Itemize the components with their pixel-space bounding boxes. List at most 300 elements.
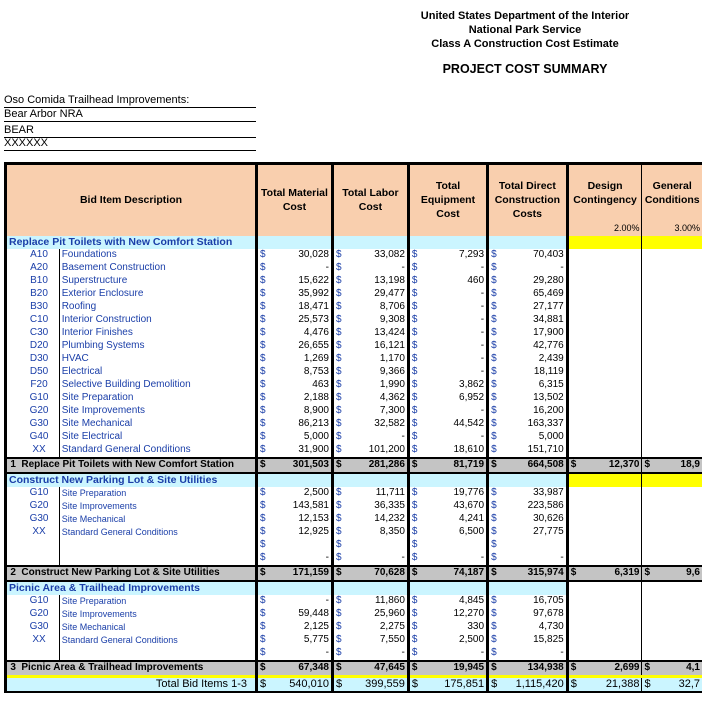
- currency-symbol: $: [491, 249, 497, 260]
- direct-cost: [488, 500, 568, 513]
- material-cost-value: 25,573: [298, 314, 329, 325]
- material-cost-value: 35,992: [298, 288, 329, 299]
- item-code: XX: [32, 444, 46, 455]
- currency-symbol: $: [260, 431, 266, 442]
- equipment-cost: [408, 444, 487, 458]
- direct-cost-value: 2,439: [538, 353, 564, 364]
- equipment-cost-value: 19,776: [453, 487, 485, 498]
- equipment-cost-value: -: [480, 314, 485, 325]
- row-spacer: [6, 249, 20, 262]
- material-cost: [257, 275, 333, 288]
- labor-cost-value: 36,335: [374, 500, 405, 511]
- material-cost-value: 18,471: [298, 301, 329, 312]
- currency-symbol: $: [335, 552, 342, 563]
- labor-cost: [332, 353, 408, 366]
- direct-cost-value: 151,710: [527, 444, 564, 455]
- labor-cost-value: 13,424: [374, 327, 405, 338]
- currency-symbol: $: [491, 608, 497, 619]
- general-cell: [642, 275, 702, 288]
- currency-symbol: $: [260, 526, 266, 537]
- direct-cost: [488, 314, 568, 327]
- material-cost: [257, 500, 333, 513]
- labor-cost: [332, 418, 408, 431]
- labor-cost-value: -: [401, 552, 405, 563]
- subtotal-m-value: 171,159: [292, 567, 329, 578]
- item-code: G10: [29, 595, 49, 606]
- equipment-cost: [408, 314, 487, 327]
- direct-cost: [488, 366, 568, 379]
- general-cell: [642, 526, 702, 539]
- section-filler: [642, 581, 702, 595]
- material-cost: [257, 513, 333, 526]
- subtotal-general: [642, 661, 702, 677]
- table-row: [6, 526, 702, 539]
- currency-symbol: $: [570, 662, 577, 673]
- subtotal-l-value: 70,628: [374, 567, 405, 578]
- direct-cost-value: 6,315: [538, 379, 564, 390]
- table-row: [6, 608, 702, 621]
- labor-cost: [332, 314, 408, 327]
- currency-symbol: $: [335, 327, 342, 338]
- currency-symbol: $: [491, 431, 497, 442]
- subtotal-number: 1: [6, 458, 20, 473]
- labor-cost-value: 4,362: [379, 392, 405, 403]
- equipment-cost: [408, 379, 487, 392]
- row-spacer: [6, 500, 20, 513]
- direct-cost: [488, 301, 568, 314]
- item-description: Basement Construction: [59, 262, 256, 275]
- currency-symbol: $: [260, 418, 266, 429]
- col-general-header: [642, 164, 702, 236]
- item-description: Exterior Enclosure: [59, 288, 256, 301]
- equipment-cost-value: 330: [467, 621, 485, 632]
- currency-symbol: $: [260, 340, 266, 351]
- subtotal-design: [567, 458, 642, 473]
- total-d-value: 1,115,420: [515, 678, 564, 690]
- subtotal-l-value: 281,286: [368, 459, 405, 470]
- equipment-cost: [408, 366, 487, 379]
- currency-symbol: $: [335, 431, 342, 442]
- total-design-value: 21,388: [605, 678, 640, 690]
- section-filler: [257, 581, 333, 595]
- equipment-cost: [408, 526, 487, 539]
- currency-symbol: $: [411, 526, 418, 537]
- currency-symbol: $: [335, 500, 342, 511]
- table-row: [6, 418, 702, 431]
- total-design: [567, 676, 642, 692]
- currency-symbol: $: [411, 567, 418, 578]
- design-cell: [567, 444, 642, 458]
- direct-cost: [488, 647, 568, 661]
- subtotal-design: [567, 661, 642, 677]
- currency-symbol: $: [335, 487, 342, 498]
- section-title: Picnic Area & Trailhead Improvements: [6, 581, 257, 595]
- subtotal-row: [6, 566, 702, 581]
- direct-cost-value: 70,403: [533, 249, 564, 260]
- material-cost-value: 12,153: [298, 513, 329, 524]
- row-spacer: [6, 301, 20, 314]
- currency-symbol: $: [491, 327, 497, 338]
- total-e-value: 175,851: [444, 678, 485, 690]
- material-cost-value: -: [325, 595, 329, 606]
- equipment-cost-value: 3,862: [459, 379, 485, 390]
- labor-cost: [332, 444, 408, 458]
- row-spacer: [6, 487, 20, 500]
- item-description: HVAC: [59, 353, 256, 366]
- material-cost: [257, 539, 333, 552]
- currency-symbol: $: [491, 418, 497, 429]
- currency-symbol: $: [335, 340, 342, 351]
- project-name: Oso Comida Trailhead Improvements:: [4, 94, 256, 108]
- direct-cost: [488, 262, 568, 275]
- currency-symbol: $: [260, 353, 266, 364]
- table-row: [6, 353, 702, 366]
- currency-symbol: $: [491, 621, 497, 632]
- design-cell: [567, 608, 642, 621]
- section-filler: [257, 473, 333, 487]
- subtotal-general-value: 9,6: [686, 567, 700, 578]
- agency-name: United States Department of the Interior: [420, 10, 630, 22]
- design-cell: [567, 366, 642, 379]
- row-spacer: [6, 526, 20, 539]
- item-description: Site Mechanical: [59, 621, 256, 634]
- subtotal-d-value: 134,938: [527, 662, 564, 673]
- currency-symbol: $: [335, 444, 342, 455]
- currency-symbol: $: [260, 459, 266, 470]
- currency-symbol: $: [411, 552, 418, 563]
- currency-symbol: $: [491, 366, 497, 377]
- item-code: B20: [30, 288, 48, 299]
- design-cell: [567, 314, 642, 327]
- subtotal-l: [332, 566, 408, 581]
- total-l-value: 399,559: [365, 678, 405, 690]
- row-spacer: [6, 539, 20, 552]
- col-desc-header: Bid Item Description: [6, 164, 257, 236]
- table-row: [6, 444, 702, 458]
- subtotal-row: [6, 661, 702, 677]
- currency-symbol: $: [260, 647, 266, 658]
- currency-symbol: $: [335, 379, 342, 390]
- general-cell: [642, 301, 702, 314]
- labor-cost: [332, 608, 408, 621]
- table-row: [6, 552, 702, 566]
- design-cell: [567, 405, 642, 418]
- general-cell: [642, 500, 702, 513]
- currency-symbol: $: [411, 314, 418, 325]
- direct-cost: [488, 513, 568, 526]
- direct-cost: [488, 526, 568, 539]
- currency-symbol: $: [260, 405, 266, 416]
- currency-symbol: $: [491, 314, 497, 325]
- equipment-cost: [408, 513, 487, 526]
- direct-cost-value: 16,705: [533, 595, 564, 606]
- item-code: G40: [29, 431, 49, 442]
- currency-symbol: $: [411, 621, 418, 632]
- header-row: [6, 164, 702, 236]
- labor-cost-value: 9,366: [379, 366, 405, 377]
- labor-cost: [332, 487, 408, 500]
- currency-symbol: $: [411, 634, 418, 645]
- table-row: [6, 431, 702, 444]
- design-cell: [567, 418, 642, 431]
- material-cost-value: 12,925: [298, 526, 329, 537]
- total-label: Total Bid Items 1-3: [6, 676, 257, 692]
- subtotal-label: Replace Pit Toilets with New Comfort Station: [19, 458, 256, 473]
- direct-cost-value: 34,881: [533, 314, 564, 325]
- equipment-cost: [408, 262, 487, 275]
- equipment-cost-value: -: [480, 288, 485, 299]
- direct-cost-value: -: [560, 647, 564, 658]
- material-cost-value: 31,900: [298, 444, 329, 455]
- direct-cost: [488, 340, 568, 353]
- material-cost-value: 5,775: [303, 634, 329, 645]
- subtotal-general-value: 18,9: [680, 459, 700, 470]
- labor-cost: [332, 262, 408, 275]
- currency-symbol: $: [491, 353, 497, 364]
- table-body: [6, 236, 702, 692]
- currency-symbol: $: [570, 459, 577, 470]
- table-row: [6, 539, 702, 552]
- labor-cost-value: 1,990: [379, 379, 405, 390]
- item-code: A10: [30, 249, 48, 260]
- currency-symbol: $: [411, 353, 418, 364]
- general-cell: [642, 314, 702, 327]
- direct-cost: [488, 405, 568, 418]
- equipment-cost: [408, 405, 487, 418]
- total-general: [642, 676, 702, 692]
- currency-symbol: $: [335, 366, 342, 377]
- design-cell: [567, 595, 642, 608]
- total-l: [332, 676, 408, 692]
- total-m-value: 540,010: [289, 678, 329, 690]
- row-spacer: [6, 444, 20, 458]
- equipment-cost: [408, 634, 487, 647]
- subtotal-general: [642, 566, 702, 581]
- currency-symbol: $: [491, 526, 497, 537]
- currency-symbol: $: [260, 327, 266, 338]
- currency-symbol: $: [260, 621, 266, 632]
- material-cost: [257, 392, 333, 405]
- labor-cost-value: 8,706: [379, 301, 405, 312]
- table-row: [6, 275, 702, 288]
- section-filler: [332, 473, 408, 487]
- material-cost: [257, 608, 333, 621]
- equipment-cost-value: -: [480, 431, 485, 442]
- total-d: [488, 676, 568, 692]
- section-filler: [642, 236, 702, 249]
- material-cost-value: 59,448: [298, 608, 329, 619]
- currency-symbol: $: [491, 662, 497, 673]
- general-cell: [642, 634, 702, 647]
- labor-cost: [332, 392, 408, 405]
- subtotal-e-value: 74,187: [453, 567, 485, 578]
- table-row: [6, 634, 702, 647]
- item-code: [19, 647, 59, 661]
- estimate-class: Class A Construction Cost Estimate: [431, 38, 619, 50]
- subtotal-m: [257, 458, 333, 473]
- item-description: Selective Building Demolition: [59, 379, 256, 392]
- subtotal-m: [257, 661, 333, 677]
- currency-symbol: $: [260, 662, 266, 673]
- direct-cost: [488, 327, 568, 340]
- currency-symbol: $: [335, 275, 342, 286]
- labor-cost-value: 14,232: [374, 513, 405, 524]
- design-cell: [567, 379, 642, 392]
- currency-symbol: $: [260, 379, 266, 390]
- direct-cost: [488, 288, 568, 301]
- design-cell: [567, 327, 642, 340]
- row-spacer: [6, 275, 20, 288]
- item-code: C30: [29, 327, 49, 338]
- labor-cost-value: 8,350: [379, 526, 405, 537]
- currency-symbol: $: [335, 595, 342, 606]
- section-filler: [332, 236, 408, 249]
- equipment-cost-value: 43,670: [453, 500, 485, 511]
- equipment-cost-value: -: [480, 366, 485, 377]
- row-spacer: [6, 418, 20, 431]
- subtotal-d: [488, 566, 568, 581]
- direct-cost-value: 17,900: [533, 327, 564, 338]
- material-cost-value: 5,000: [303, 431, 329, 442]
- currency-symbol: $: [411, 500, 418, 511]
- cost-summary-table: [4, 162, 702, 693]
- design-cell: [567, 621, 642, 634]
- subtotal-general: [642, 458, 702, 473]
- currency-symbol: $: [411, 327, 418, 338]
- currency-symbol: $: [570, 567, 577, 578]
- item-code: [19, 539, 59, 552]
- design-cell: [567, 353, 642, 366]
- currency-symbol: $: [491, 500, 497, 511]
- equipment-cost: [408, 647, 487, 661]
- item-code: G20: [29, 500, 49, 511]
- direct-cost-value: 4,730: [538, 621, 564, 632]
- general-cell: [642, 418, 702, 431]
- subtotal-number: 2: [6, 566, 20, 581]
- labor-cost: [332, 647, 408, 661]
- material-cost-value: -: [325, 552, 329, 563]
- item-code: G10: [29, 487, 49, 498]
- direct-cost-value: 16,200: [533, 405, 564, 416]
- currency-symbol: $: [260, 444, 266, 455]
- section-filler: [488, 581, 568, 595]
- equipment-cost-value: 4,241: [459, 513, 485, 524]
- item-description: Site Mechanical: [59, 513, 256, 526]
- direct-cost-value: 163,337: [527, 418, 564, 429]
- material-cost: [257, 340, 333, 353]
- currency-symbol: $: [260, 552, 266, 563]
- item-code: B10: [30, 275, 48, 286]
- equipment-cost: [408, 301, 487, 314]
- material-cost: [257, 353, 333, 366]
- service-name: National Park Service: [468, 24, 582, 36]
- total-general-value: 32,7: [678, 678, 700, 690]
- subtotal-label: Picnic Area & Trailhead Improvements: [19, 661, 256, 677]
- subtotal-design-value: 6,319: [614, 567, 640, 578]
- total-row: [6, 676, 702, 692]
- row-spacer: [6, 288, 20, 301]
- project-number: XXXXXX: [4, 137, 256, 151]
- currency-symbol: $: [335, 314, 342, 325]
- section-filler: [567, 581, 642, 595]
- table-row: [6, 392, 702, 405]
- subtotal-design: [567, 566, 642, 581]
- equipment-cost-value: -: [480, 327, 485, 338]
- item-description: Standard General Conditions: [59, 444, 256, 458]
- table-row: [6, 500, 702, 513]
- equipment-cost-value: 460: [467, 275, 485, 286]
- subtotal-number: 3: [6, 661, 20, 677]
- labor-cost-value: 29,477: [374, 288, 405, 299]
- general-cell: [642, 487, 702, 500]
- currency-symbol: $: [335, 459, 342, 470]
- currency-symbol: $: [411, 595, 418, 606]
- subtotal-l-value: 47,645: [374, 662, 405, 673]
- currency-symbol: $: [491, 288, 497, 299]
- item-description: Standard General Conditions: [59, 634, 256, 647]
- design-cell: [567, 539, 642, 552]
- direct-cost: [488, 379, 568, 392]
- currency-symbol: $: [411, 431, 418, 442]
- general-cell: [642, 647, 702, 661]
- section-filler: [488, 473, 568, 487]
- row-spacer: [6, 621, 20, 634]
- equipment-cost: [408, 288, 487, 301]
- item-code: G30: [29, 621, 49, 632]
- currency-symbol: $: [260, 513, 266, 524]
- design-cell: [567, 526, 642, 539]
- general-cell: [642, 513, 702, 526]
- item-description: Interior Construction: [59, 314, 256, 327]
- currency-symbol: $: [411, 340, 418, 351]
- item-code: B30: [30, 301, 48, 312]
- subtotal-l: [332, 458, 408, 473]
- currency-symbol: $: [491, 552, 497, 563]
- currency-symbol: $: [411, 288, 418, 299]
- currency-symbol: $: [335, 526, 342, 537]
- material-cost: [257, 301, 333, 314]
- material-cost: [257, 487, 333, 500]
- currency-symbol: $: [491, 539, 497, 550]
- labor-cost: [332, 327, 408, 340]
- equipment-cost: [408, 275, 487, 288]
- general-cell: [642, 444, 702, 458]
- material-cost-value: 26,655: [298, 340, 329, 351]
- row-spacer: [6, 340, 20, 353]
- equipment-cost: [408, 418, 487, 431]
- material-cost: [257, 621, 333, 634]
- item-code: G10: [29, 392, 49, 403]
- equipment-cost-value: 4,845: [459, 595, 485, 606]
- table-row: [6, 366, 702, 379]
- general-cell: [642, 366, 702, 379]
- currency-symbol: $: [335, 678, 343, 690]
- row-spacer: [6, 513, 20, 526]
- general-cell: [642, 621, 702, 634]
- table-row: [6, 595, 702, 608]
- material-cost-value: 1,269: [303, 353, 329, 364]
- equipment-cost: [408, 340, 487, 353]
- material-cost: [257, 327, 333, 340]
- direct-cost-value: 13,502: [533, 392, 564, 403]
- currency-symbol: $: [335, 405, 342, 416]
- section-filler: [567, 473, 642, 487]
- labor-cost: [332, 431, 408, 444]
- row-spacer: [6, 608, 20, 621]
- item-code: G20: [29, 608, 49, 619]
- labor-cost: [332, 595, 408, 608]
- item-description: Electrical: [59, 366, 256, 379]
